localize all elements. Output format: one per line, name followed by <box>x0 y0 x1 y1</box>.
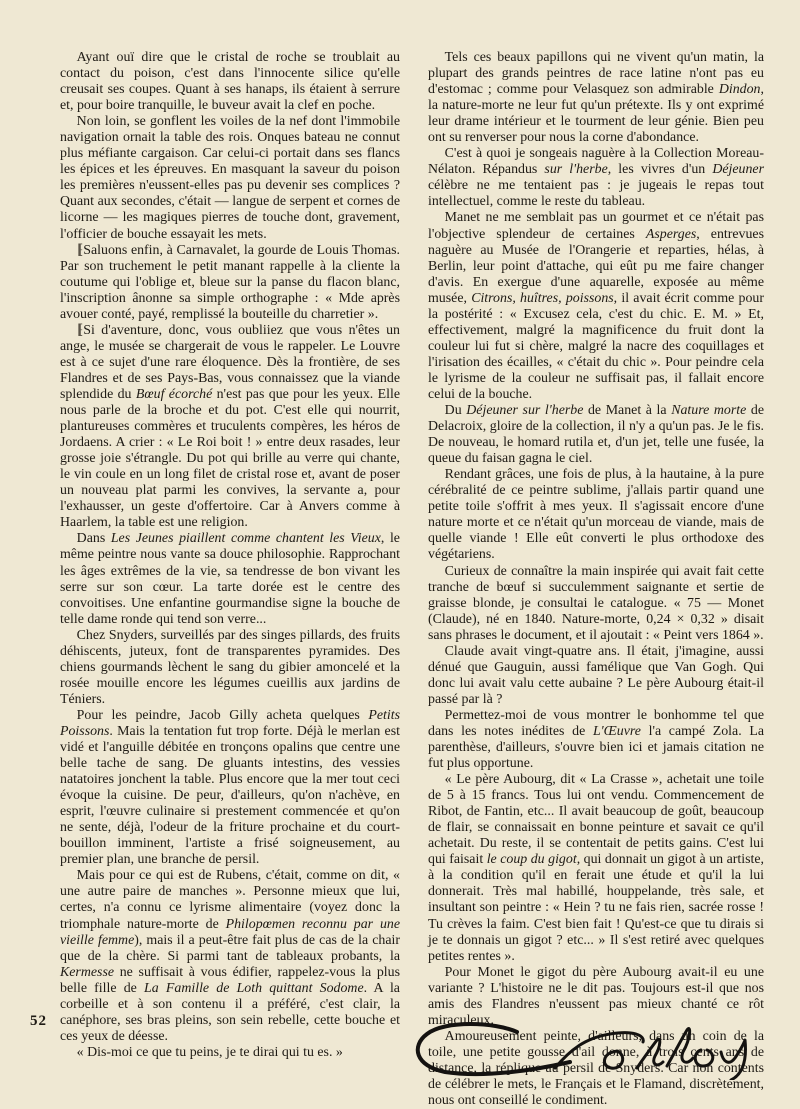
text-run: Claude avait vingt-quatre ans. Il était, j'imagine, aussi dénué que Gauguin, aussi famélique que Van Gogh. Qui donc lui avait valu cette aubaine ? Le père Aubourg était-il passé par là ? <box>428 643 764 707</box>
left-column <box>60 50 400 1061</box>
text-run: l'a campé Zola. La parenthèse, d'ailleurs, s'ouvre bien ici et jamais citation ne fut plus opportune. <box>428 723 764 772</box>
text-run: Dans <box>76 531 111 547</box>
italic-title: Dindon <box>718 82 761 98</box>
italic-title: Déjeuner sur l'herbe <box>466 403 584 419</box>
text-run: . Mais la tentation fut trop forte. Déjà le merlan est vidé et l'anguille débitée en tronçons opalins que centre une belle tache de sang. De gluants intestins, des vessies natatoires jonchent la table. Plus encore que la mer tout ceci évoque la cuisine. De peur, d'ailleurs, qu'on n'achève, en esprit, l'œuvre culinaire si prestement commencée et qu'on ne sente, déjà, l'odeur de la friture prochaine et du court-bouillon imminent, l'artiste a frisé soigneusement, au premier plan, une branche de persil. <box>60 723 400 868</box>
text-run: , entrevues naguère au Musée de l'Orangerie et reparties, hélas, à Berlin, leur point d'attache, qui eût pu me faire changer d'avis. En exergue d'une aquarelle, exposée au même musée, <box>428 226 765 306</box>
paragraph <box>60 531 400 627</box>
text-run: , les vivres d'un <box>607 162 713 178</box>
italic-title: L'Œuvre <box>592 723 641 739</box>
paragraph <box>428 644 764 708</box>
paragraph <box>60 628 400 708</box>
paragraph <box>60 1045 400 1061</box>
paragraph <box>60 50 400 114</box>
text-run: , le même peintre nous vante sa douce philosophie. Rapprochant les âges extrêmes de la vie, sa tendresse de bon vivant les serre sur son cœur. La tarte dorée est le centre des convoitises. Une enfantine gourmandise signe la bouche de telle dame ronde qui tend son verre... <box>60 531 400 627</box>
text-run: Mais pour ce qui est de Rubens, c'était, comme on dit, « une autre paire de manches ». Personne mieux que lui, certes, n'a connu ce lyrisme alimentaire (voyez donc la triomphale nature-morte de <box>60 868 400 932</box>
paragraph <box>60 708 400 868</box>
paragraph-mark: ⁅ <box>76 322 84 338</box>
paragraph <box>60 114 400 242</box>
paragraph <box>428 50 764 146</box>
paragraph <box>60 868 400 1045</box>
paragraph <box>428 772 764 965</box>
author-signature <box>405 1010 765 1080</box>
text-run: Saluons enfin, à Carnavalet, la gourde de Louis Thomas. Par son truchement le petit manant rappelle à la cliente la coutume qui l'oblige et, bleue sur la panse du flacon blanc, l'inscription ânonne sa simple orthographe : « Mde après avouer conté, payé, remplissé la bouteille du charretier ». <box>60 242 400 322</box>
paragraph <box>60 323 400 532</box>
text-run: Manet ne me semblait pas un gourmet et ce n'était pas l'objective splendeur de certaines <box>428 210 764 242</box>
right-column <box>428 50 764 1109</box>
text-run: « Le père Aubourg, dit « La Crasse », achetait une toile de 5 à 15 francs. Tous lui ont vendu. Commencement de Ribot, de Fantin, etc... Il avait beaucoup de goût, beaucoup de flair, se connaissait en bonne peinture et savait ce qu'il achetait. Du reste, il se contentait de petits gains. C'est lui qui faisait <box>428 772 764 868</box>
text-run: , il avait écrit comme pour la postérité : « Excusez cela, c'est du chic. E. M. » Et, effectivement, malgré la magnificence du fruit dont la couleur lui fut si chère, malgré la nacre des coquillages et l'irisation des écailles, « c'était du chic ». Pour peindre cela le lyrisme de la couleur ne suffisait pas, il fallait encore celui de la bouche. <box>428 290 764 402</box>
text-run: Tels ces beaux papillons qui ne vivent qu'un matin, la plupart des grands peintres de race latine n'ont pas eu d'estomac ; comme pour Velasquez son admirable <box>428 50 764 98</box>
text-run: « Dis-moi ce que tu peins, je te dirai qui tu es. » <box>76 1044 343 1060</box>
italic-title: Nature morte <box>671 403 747 419</box>
text-run: célèbre ne me tentaient pas : je jugeais le repas tout intellectuel, comme le reste du tableau. <box>428 178 764 210</box>
italic-title: sur l'herbe <box>544 162 608 178</box>
text-run: Non loin, se gonflent les voiles de la nef dont l'immobile navigation ornait la table des rois. Onques bateau ne connut plus méfiante cargaison. Car celui-ci portait dans ses flancs les épices et les épreuves. En masquant la saveur du poison les premières n'eussent-elles pas pu devenir ses complices ? Quant aux secondes, c'était — langue de serpent et cornes de licorne — les magiques pierres de touche dont, gravement, l'officier de bouche essayait les mets. <box>60 114 400 242</box>
text-run: Du <box>444 403 467 419</box>
text-run: de Delacroix, gloire de la collection, il n'y a qu'un pas. Je le fis. De nouveau, le homard rutila et, d'un jet, telle une fusée, la queue du faisan gagna le ciel. <box>428 403 765 467</box>
paragraph <box>428 403 764 467</box>
text-run: Si d'aventure, donc, vous oubliiez que vous n'êtes un ange, le musée se chargerait de vous le rappeler. Le Louvre est à ce sujet d'une rare éloquence. Dès la frontière, de ses Flandres et de ses Pays-Bas, vous connaissez que la viande splendide du <box>60 322 400 402</box>
italic-title: Les Jeunes piaillent comme chantent les Vieux <box>110 531 381 547</box>
text-run: Curieux de connaître la main inspirée qui avait fait cette tranche de bœuf si succulemment saignante et sertie de graisse blonde, je consultai le catalogue. « 75 — Monet (Claude), né en 1840. Nature-morte, 0,24 × 0,32 » disait sans phrases le document, et il ajoutait : « Peint vers 1864 ». <box>428 563 764 643</box>
italic-title: le coup du gigot <box>486 852 577 868</box>
text-run: Pour les peindre, Jacob Gilly acheta quelques <box>76 707 369 723</box>
italic-title: Déjeuner <box>712 162 764 178</box>
italic-title: Asperges <box>645 226 697 242</box>
italic-title: La Famille de Loth quittant Sodome <box>144 980 364 996</box>
text-run: , la nature-morte ne leur fut qu'un prétexte. Ils y ont exprimé leur drame intérieur et le tourment de leur génie. Bien peu ont su renverser pour nous la corne d'abondance. <box>428 82 764 146</box>
italic-title: Citrons, huîtres, poissons <box>471 290 614 306</box>
text-run: Pour Monet le gigot du père Aubourg avait-il eu une variante ? L'histoire ne le dit pas. Toujours est-il que nos amis des Flandres n'eussent pas mieux chanté ce rôt miraculeux. <box>428 964 764 1028</box>
italic-title: Philopœmen reconnu par une vieille femme <box>60 916 400 948</box>
text-run: Chez Snyders, surveillés par des singes pillards, des fruits déhiscents, juteux, font de transparentes pyramides. Des chiens gourmands lèchent le sang du gibier amoncelé et la rosée mouille encore les légumes cueillis aux jardins de Téniers. <box>60 627 400 707</box>
paragraph <box>60 243 400 323</box>
text-run: , qui donnait un gigot à un artiste, à la condition qu'il en ferait une étude et qu'il la lui donnerait. Très mal habillé, houppelande, très sale, et insultant son peintre : « Hein ? tu ne fais rien, sacrée rosse ! Tu crèves la faim. C'est bien fait ! Qu'est-ce que tu dirais si je te donnais un gigot ? etc... » Il s'est retiré avec quelques petites rentes ». <box>428 852 764 964</box>
italic-title: Petits Poissons <box>60 707 400 739</box>
paragraph-mark: ⁅ <box>76 242 84 258</box>
text-run: ), mais il a peut-être fait plus de cas de la chair que de la chère. Si parmi tant de tableaux probants, la <box>60 932 400 964</box>
page-number: 52 <box>30 1013 47 1029</box>
text-run: Rendant grâces, une fois de plus, à la hautaine, à la pure cérébralité de ce peintre sublime, j'allais partir quand une petite toile s'offrit à mes yeux. Il s'agissait encore d'une nature morte et ce n'était qu'un morceau de viande, mais de quelle viande ! Elle eût converti le plus orthodoxe des végétariens. <box>428 467 764 563</box>
text-run: C'est à quoi je songeais naguère à la Collection Moreau-Nélaton. Répandus <box>428 146 764 178</box>
text-run: de Manet à la <box>583 403 672 419</box>
paragraph <box>428 467 764 563</box>
paragraph <box>428 564 764 644</box>
text-run: Amoureusement peinte, d'ailleurs, dans un coin de la toile, une petite gousse d'ail donne, à trois cents ans de distance, la réplique au persil de Snyders. Car non contents de célébrer le mets, le Français et le Flamand, discrètement, nous ont conseillé le condiment. <box>428 1028 764 1109</box>
paragraph <box>428 210 764 403</box>
italic-title: Bœuf écorché <box>135 386 213 402</box>
italic-title: Kermesse <box>60 964 115 980</box>
text-run: . A la corbeille et à son contenu il a préféré, c'est clair, la canéphore, ses bras pleins, son sein rebelle, cette bouche et ces yeux de déesse. <box>60 980 400 1044</box>
text-run: ne suffisait à vous édifier, rappelez-vous la plus belle fille de <box>60 964 400 996</box>
paragraph <box>428 708 764 772</box>
text-run: Ayant ouï dire que le cristal de roche se troublait au contact du poison, c'est dans l'innocente silice qu'elle creusait ses coupes. Quant à ses hanaps, ils étaient à serrure et, pour boire tranquille, le buveur avait la clef en poche. <box>60 50 400 114</box>
paragraph <box>428 146 764 210</box>
text-run: n'est pas que pour les yeux. Elle nous parle de la broche et du pot. C'est elle qui nourrit, plantureuses commères et truculents compères, les héros de Jordaens. A crier : « Le Roi boit ! » entre deux rasades, leur grosse joie s'étrangle. Du pot qui brille au verre qui chante, le vin coule en un long filet de cristal rose et, avant de poser un nouveau plat parmi les convives, la servante a, pour l'exhausser, un geste d'offertoire. Car à Anvers comme à Haarlem, la table est une religion. <box>60 386 401 531</box>
text-run: Permettez-moi de vous montrer le bonhomme tel que dans les notes inédites de <box>428 707 764 739</box>
